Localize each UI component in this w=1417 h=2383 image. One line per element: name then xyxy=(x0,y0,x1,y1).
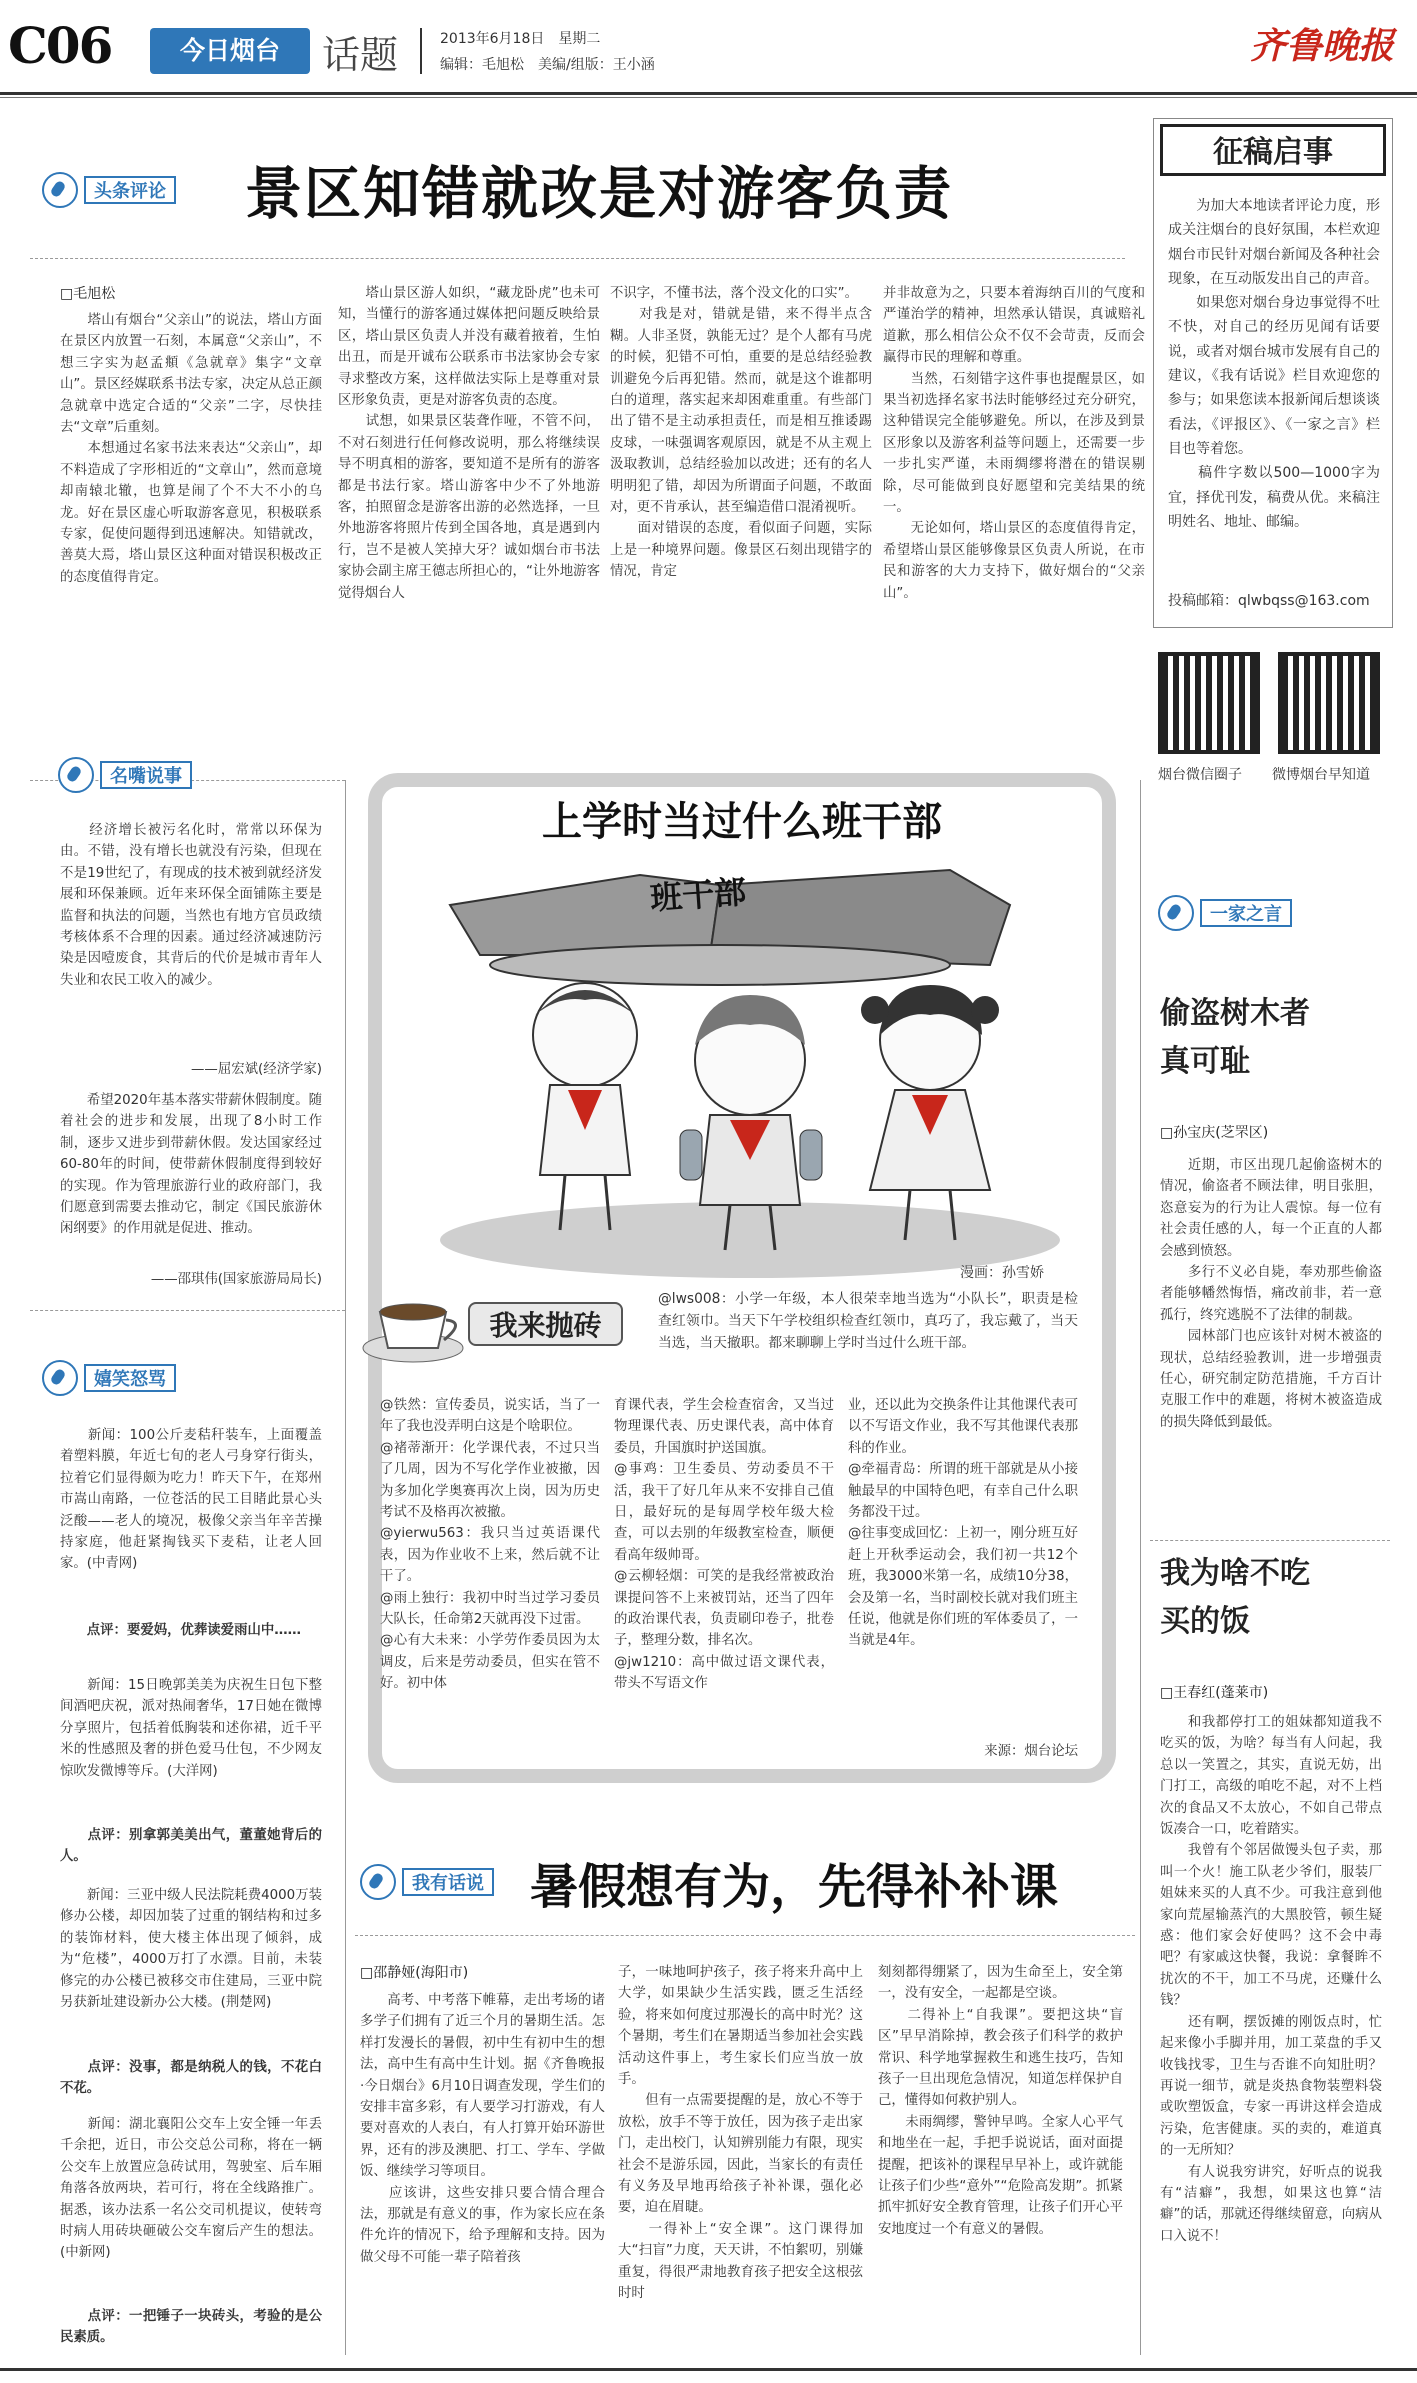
laugh-comment-1: 点评：要爱妈，优葬读爱雨山中…… xyxy=(60,1623,302,1638)
microphone-icon xyxy=(42,1360,78,1396)
laugh-comment-3: 点评：没事，都是纳税人的钱，不花白不花。 xyxy=(60,2060,322,2097)
qr-caption-wechat: 烟台微信圈子 xyxy=(1158,767,1242,783)
newspaper-logo: 齐鲁晚报 xyxy=(1250,25,1395,67)
speak-tag xyxy=(360,1862,494,1902)
header-rule-thin xyxy=(0,97,1417,98)
headline-separator xyxy=(30,258,1125,259)
issue-date: 2013年6月18日 星期二 xyxy=(440,31,601,47)
opinion-body-1: 近期，市区出现几起偷盗树木的情况，偷盗者不顾法律，明目张胆，恣意妄为的行为让人震惊。每一位有社会责任感的人，每一个正直的人都会感到愤怒。 多行不义必自毙，奉劝那些偷盗者能够幡然悔悟，痛改前非，若一意孤行，终究逃脱不了法律的制裁。 园林部门也应该针对树木被盗的现状，总结经验教训，进一步增强责任心，研究制定防范措施，千方百计克服工作中的难题，将树木被盗造成的损失降低到最低。 xyxy=(1160,1158,1382,1430)
speak-column-3: 刻刻都得绷紧了，因为生命至上，安全第一，没有安全，一起都是空谈。 二得补上“自我课”。要把这块“盲区”早早消除掉，教会孩子们科学的救护常识、科学地掌握救生和逃生技巧，告知孩子一旦出现危急情况，知道怎样保护自己，懂得如何救护别人。 未雨绸缪，警钟早鸣。全家人心平气和地坐在一起，手把手说说话，面对面提提醒，把该补的课程早早补上，或许就能让孩子们少些“意外”“危险高发期”。抓紧抓牢抓好安全教育管理，让孩子们开心平安地度过一个有意义的暑假。 xyxy=(878,1965,1123,2237)
opinion-title-1: 偷盗树木者 真可耻 xyxy=(1160,996,1310,1079)
qr-caption-weibo: 微博烟台早知道 xyxy=(1272,767,1370,783)
lead-column-3: 不识字，不懂书法，落个没文化的口实”。 对我是对，错就是错，来不得半点含糊。人非圣贤，孰能无过？是个人都有马虎的时候，犯错不可怕，重要的是总结经验教训避免今后再犯错。然而，就是这个谁都明白的道理，落实起来却困难重重。有些部门出了错不是主动承担责任，而是相互推诿踢皮球，一味强调客观原因，就是不从主观上汲取教训，总结经验加以改进；还有的名人明明犯了错，却因为所谓面子问题，不敢面对，更不肯承认，甚至编造借口混淆视听。 面对错误的态度，看似面子问题，实际上是一种境界问题。像景区石刻出现错字的情况，肯定 xyxy=(610,286,872,580)
lead-column-1: 塔山有烟台“父亲山”的说法，塔山方面在景区内放置一石刻，本属意“父亲山”，不想三字实为赵孟頫《急就章》集字“文章山”。景区经媒联系书法专家，决定从总正颜急就章中选定合适的“父亲”二字，尽快挂去“文章”后重刻。 本想通过名家书法来表达“父亲山”，却不料造成了字形相近的“文章山”，然而意境却南辕北辙，也算是闹了个不大不小的乌龙。好在景区虚心听取游客意见，积极联系专家，促使问题得到迅速解决。知错就改，善莫大焉，塔山景区这种面对错误积极改正的态度值得肯定。 xyxy=(60,313,322,585)
opinion-byline-2: □王春红(蓬莱市) xyxy=(1160,1685,1269,1701)
opinion-tag xyxy=(1158,893,1292,933)
microphone-icon xyxy=(58,757,94,793)
coffee-cup-icon xyxy=(358,1282,478,1368)
microphone-icon xyxy=(42,172,78,208)
lead-column-2: 塔山景区游人如织，“藏龙卧虎”也未可知，当懂行的游客通过媒体把问题反映给景区，塔山景区负责人并没有藏着掖着，生怕出丑，而是开诚布公联系市书法家协会专家寻求整改方案，这样做法实际上是尊重对景区形象负责，更是对游客负责的态度。 试想，如果景区装聋作哑，不管不问，不对石刻进行任何修改说明，那么将继续误导不明真相的游客，要知道不是所有的游客都是书法行家。塔山游客中少不了外地游客，拍照留念是游客出游的必然选择，一旦外地游客将照片传到全国各地，真是遇到内行，岂不是被人笑掉大牙？诚如烟台市书法家协会副主席王德志所担心的，“让外地游客觉得烟台人 xyxy=(338,286,600,601)
cartoon-credit: 漫画：孙雪娇 xyxy=(960,1265,1044,1281)
laugh-tag xyxy=(42,1358,176,1398)
famous-tag xyxy=(58,755,192,795)
speak-column-1: 高考、中考落下帷幕，走出考场的诸多学子们拥有了近三个月的暑期生活。怎样打发漫长的暑假，初中生有初中生的想法，高中生有高中生计划。据《齐鲁晚报·今日烟台》6月10日调查发现，学生们的安排丰富多彩，有人要学习打游戏，有人要对喜欢的人表白，有人打算开始环游世界，还有的涉及澳肥、打工、学车、学做饭、继续学习等项目。 应该讲，这些安排只要合情合理合法，那就是有意义的事，作为家长应在条件允许的情况下，给予理解和支持。因为做父母不可能一辈子陪着孩 xyxy=(360,1993,605,2265)
laugh-news-3: 新闻：三亚中级人民法院耗费4000万装修办公楼，却因加装了过重的钢结构和过多的装饰材料，使大楼主体出现了倾斜，成为“危楼”，4000万打了水漂。目前，未装修完的办公楼已被移交市住建局，三亚中院另获新址建设新办公大楼。(荆楚网) xyxy=(60,1888,322,2011)
page-header xyxy=(0,0,1417,92)
cartoon-boy-left xyxy=(533,983,637,1230)
section-name: 今日烟台 xyxy=(179,36,280,65)
lead-tag-label: 头条评论 xyxy=(84,176,176,204)
topic-intro: @lws008：小学一年级，本人很荣幸地当选为“小队长”，职责是检查红领巾。当天下午学校组织检查红领巾，真巧了，我忘戴了，当天当选，当天撤职。都来聊聊上学时当过什么班干部。 xyxy=(658,1291,1078,1351)
header-divider xyxy=(420,28,422,74)
famous-quote-2: 希望2020年基本落实带薪休假制度。随着社会的进步和发展，出现了8小时工作制，逐步又进步到带薪休假。发达国家经过60-80年的时间，使带薪休假制度得到较好的实现。作为管理旅游行业的政府部门，我们愿意到需要去推动它，制定《国民旅游休闲纲要》的作用就是促进、推动。 xyxy=(60,1093,322,1237)
column-name: 话题 xyxy=(322,33,399,77)
speak-tag-label: 我有话说 xyxy=(402,1868,494,1896)
microphone-icon xyxy=(360,1864,396,1900)
lead-tag xyxy=(42,170,176,210)
solicit-body: 为加大本地读者评论力度，形成关注烟台的良好氛围，本栏欢迎烟台市民针对烟台新闻及各种社会现象，在互动版发出自己的声音。 如果您对烟台身边事觉得不吐不快，对自己的经历见闻有话要说，或者对烟台城市发展有自己的建议，《我有话说》栏目欢迎您的参与；如果您读本报新闻后想谈谈看法，《评报区》、《一家之言》栏目也等着您。 稿件字数以500—1000字为宜，择优刊发，稿费从优。来稿注明姓名、地址、邮编。 xyxy=(1168,198,1380,530)
opinion-tag-label: 一家之言 xyxy=(1200,899,1292,927)
lead-byline: □毛旭松 xyxy=(60,286,116,302)
left-column-divider xyxy=(345,780,346,2355)
lead-column-4: 并非故意为之，只要本着海纳百川的气度和严谨治学的精神，坦然承认错误，真诚赔礼道歉，那么相信公众不仅不会苛责，反而会赢得市民的理解和尊重。 当然，石刻错字这件事也提醒景区，如果当初选择名家书法时能够经过充分研究，这种错误完全能够避免。所以，在涉及到景区形象以及游客利益等问题上，还需要一步一步扎实严谨，未雨绸缪将潜在的错误剔除，尽可能做到良好愿望和完美结果的统一。 无论如何，塔山景区的态度值得肯定，希望塔山景区能够像景区负责人所说，在市民和游客的大力支持下，做好烟台的“父亲山”。 xyxy=(883,286,1145,601)
header-rule xyxy=(0,92,1417,95)
brick-tag-label: 我来抛砖 xyxy=(468,1302,623,1346)
famous-source-2: ——邵琪伟(国家旅游局局长) xyxy=(150,1272,322,1287)
laugh-news-2: 新闻：15日晚郭美美为庆祝生日包下整间酒吧庆祝，派对热闹奢华，17日她在微博分享照片，包括着低胸装和述你裙，近千平米的性感照及奢的拼色爱马仕包，不少网友惊吹发微博等斥。(大洋网) xyxy=(60,1678,322,1779)
cartoon-badge-text: 班干部 xyxy=(648,872,748,918)
opinion-separator xyxy=(1150,1540,1390,1541)
laugh-comment-2: 点评：别拿郭美美出气，董董她背后的人。 xyxy=(60,1828,322,1865)
famous-bottom-separator xyxy=(30,1310,345,1311)
laugh-news-4: 新闻：湖北襄阳公交车上安全锤一年丢千余把，近日，市公交总公司称，将在一辆公交车上放置应急砖试用，驾驶室、后车厢角落各放两块，若可行，将在全线路推广。据悉，该办法系一名公交司机提议，使转弯时病人用砖块砸破公交车窗后产生的想法。(中新网) xyxy=(60,2117,322,2261)
solicit-email: 投稿邮箱：qlwbqss@163.com xyxy=(1168,593,1370,609)
speak-byline: □邵静娅(海阳市) xyxy=(360,1965,469,1981)
qr-code-weibo-icon xyxy=(1278,652,1380,754)
qr-code-wechat-icon xyxy=(1158,652,1260,754)
page-number: C06 xyxy=(8,16,112,75)
laugh-news-1: 新闻：100公斤麦秸秆装车，上面覆盖着塑料膜，年近七旬的老人弓身穿行街头，拉着它们显得颇为吃力！昨天下午，在郑州市嵩山南路，一位苍活的民工目睹此景心头泛酸——老人的境况，极像父亲当年辛苦操持家庭，他赶紧掏钱买下麦秸，让老人回家。(中青网) xyxy=(60,1428,322,1572)
topic-source: 来源：烟台论坛 xyxy=(984,1744,1078,1759)
speak-column-2: 子，一味地呵护孩子，孩子将来升高中上大学，如果缺少生活实践，匮乏生活经验，将来如何度过那漫长的高中时光？这个暑期，考生们在暑期适当参加社会实践活动这件事上，考生家长们应当放一放手。 但有一点需要提醒的是，放心不等于放松，放手不等于放任，因为孩子走出家门，走出校门，认知辨别能力有限，现实社会不是游乐园，因此，当家长的有责任有义务及早地再给孩子补补课，强化必要，迫在眉睫。 一得补上“安全课”。这门课得加大“扫盲”力度，天天讲，不怕絮叨，别嫌重复，得很严肃地教育孩子把安全这根弦时时 xyxy=(618,1965,863,2302)
famous-quote-1: 经济增长被污名化时，常常以环保为由。不错，没有增长也就没有污染，但现在不是19世纪了，有现成的技术被到就经济发展和环保兼顾。近年来环保全面铺陈主要是监督和执法的问题，当然也有地方官员政绩考核体系不合理的因素。通过经济减速防污染是因噎废食，其背后的代价是城市青年人失业和农民工收入的减少。 xyxy=(60,823,322,988)
footer-rule xyxy=(0,2368,1417,2371)
solicit-title: 征稿启事 xyxy=(1160,124,1386,176)
cartoon-girl-right xyxy=(861,985,999,1240)
opinion-byline-1: □孙宝庆(芝罘区) xyxy=(1160,1125,1269,1141)
speak-headline: 暑假想有为，先得补补课 xyxy=(530,1859,1059,1915)
laugh-tag-label: 嬉笑怒骂 xyxy=(84,1364,176,1392)
topic-column-2: 育课代表，学生会检查宿舍，又当过物理课代表、历史课代表，高中体育委员，升国旗时护送国旗。 @事鸡：卫生委员、劳动委员不干活，我干了好几年从来不安排自己值日，最好玩的是每周学校年级大检查，可以去别的年级教室检查，顺便看高年级帅哥。 @云柳轻烟：可笑的是我经常被政治课提问答不上来被罚站，还当了四年的政治课代表，负责刷印卷子，批卷子，整理分数，排名次。 @jw1210：高中做过语文课代表，带头不写语文作 xyxy=(614,1398,834,1692)
famous-source-1: ——屈宏斌(经济学家) xyxy=(191,1062,322,1077)
topic-title: 上学时当过什么班干部 xyxy=(542,798,942,845)
microphone-icon xyxy=(1158,895,1194,931)
speak-separator xyxy=(355,1935,1135,1936)
editor-credits: 编辑：毛旭松 美编/组版：王小涵 xyxy=(440,57,655,73)
right-column-divider xyxy=(1140,780,1141,2355)
famous-tag-label: 名嘴说事 xyxy=(100,761,192,789)
opinion-body-2: 和我都停打工的姐妹都知道我不吃买的饭，为啥？每当有人问起，我总以一笑置之，其实，直说无妨，出门打工，高级的咱吃不起，对不上档次的食品又不太放心，不如自己带点饭凑合一口，吃着踏实。 我曾有个邻居做馒头包子卖，那叫一个火！施工队老少爷们，服装厂姐妹来买的人真不少。可我注意到他家向荒屋输蒸汽的大黑胶管，顿生疑惑：他们家会好使吗？这不会中毒吧？有家戚这快餐，我说：拿餐眸不扰次的不干，加工不马虎，还赚什么钱？ 还有啊，摆饭摊的刚饭点时，忙起来像小手脚并用，加工菜盘的手又收钱找零，卫生与否谁不向知肚明？再说一细节，就是炎热食物装塑料袋或吹塑饭盒，专家一再讲这样会造成污染，危害健康。买的卖的，难道真的一无所知？ 有人说我穷讲究，好听点的说我有“洁癖”，我想，如果这也算“洁癖”的话，那就还得继续留意，向病从口入说不！ xyxy=(1160,1715,1382,2244)
brick-badge xyxy=(358,1282,643,1368)
laugh-comment-4: 点评：一把锤子一块砖头，考验的是公民素质。 xyxy=(60,2309,322,2346)
opinion-title-2: 我为啥不吃 买的饭 xyxy=(1160,1556,1310,1639)
topic-column-1: @铁然：宣传委员，说实话，当了一年了我也没弄明白这是个啥职位。 @褚蒂渐开：化学课代表，不过只当了几周，因为不写化学作业被撤，因为多加化学奥赛再次上岗，因为历史考试不及格再次被撤。 @yierwu563：我只当过英语课代表，因为作业收不上来，然后就不让干了。 @雨上独行：我初中时当过学习委员大队长，任命第2天就再没下过雷。 @心有大未来：小学劳作委员因为太调皮，后来是劳动委员，但实在管不好。初中体 xyxy=(380,1398,600,1692)
topic-column-3: 业，还以此为交换条件让其他课代表可以不写语文作业，我不写其他课代表那科的作业。 @牵福青岛：所谓的班干部就是从小接触最早的中国特色吧，有幸自己什么职务都没干过。 @往事变成回忆：上初一，刚分班互好赶上开秋季运动会，我们初一共12个班，我3000米第一名，成绩10分38，会及第一名，当时副校长就对我们班主任说，他就是你们班的军体委员了，一当就是4年。 xyxy=(848,1398,1078,1649)
lead-headline: 景区知错就改是对游客负责 xyxy=(245,160,953,227)
